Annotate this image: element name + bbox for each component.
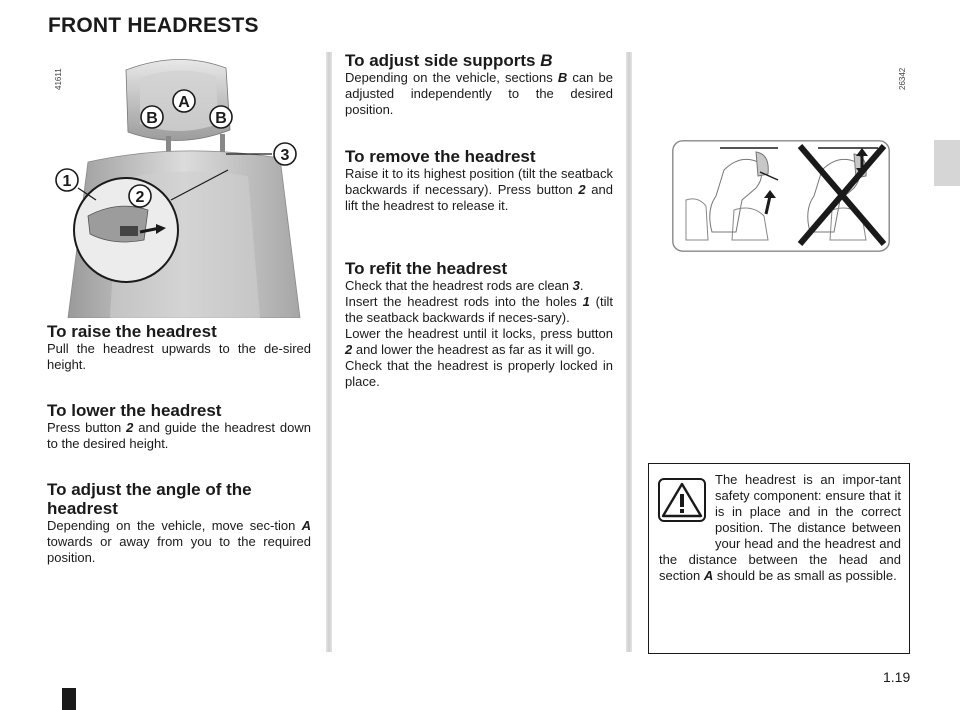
callout-b-left-label: B [146, 110, 158, 127]
callout-a [173, 90, 195, 112]
remove-headrest-heading: To remove the headrest [345, 147, 536, 166]
headrest-position-illustration [672, 140, 890, 252]
chapter-tab-marker [934, 140, 960, 186]
illustration-code-right: 26342 [898, 67, 907, 90]
callout-3-label: 3 [280, 147, 290, 164]
raise-headrest-body: Pull the headrest upwards to the de-sired height. [47, 341, 311, 372]
safety-warning-text: The headrest is an impor-tant safety component: ensure that it is in place and in the correct position. The distance between your head and the headrest and the distance between the head and section A should be as small as possible. [659, 472, 901, 583]
callout-b-right-label: B [215, 110, 227, 127]
callout-1-label: 1 [62, 173, 72, 190]
refit-headrest-line4: Check that the headrest is properly locked in place. [345, 358, 613, 389]
section-side-supports [345, 51, 613, 118]
side-supports-heading: To adjust side supports B [345, 51, 553, 70]
adjust-angle-heading: To adjust the angle of the headrest [47, 480, 252, 518]
illustration-code-left: 41611 [54, 68, 63, 90]
callout-2 [129, 185, 151, 207]
refit-headrest-line2: Insert the headrest rods into the holes 1 (tilt the seatback backwards if neces-sary). [345, 294, 613, 325]
callout-1 [56, 169, 78, 191]
callout-a-label: A [178, 94, 190, 111]
section-adjust-angle [47, 480, 311, 566]
headrest-illustration [48, 50, 312, 318]
section-lower-headrest [47, 401, 311, 452]
side-supports-body: Depending on the vehicle, sections B can be adjusted independently to the desired position. [345, 70, 613, 117]
page-number: 1.19 [883, 669, 911, 685]
refit-headrest-line3: Lower the headrest until it locks, press button 2 and lower the headrest as far as it will go. [345, 326, 613, 357]
callout-3 [274, 143, 296, 165]
column-divider-right [626, 52, 632, 652]
refit-headrest-heading: To refit the headrest [345, 259, 508, 278]
callout-b-left [141, 106, 163, 128]
callout-2-label: 2 [135, 189, 145, 206]
lower-headrest-heading: To lower the headrest [47, 401, 222, 420]
section-refit-headrest [345, 259, 613, 390]
page-title: FRONT HEADRESTS [48, 14, 259, 37]
raise-headrest-heading: To raise the headrest [47, 322, 217, 341]
section-remove-headrest [345, 147, 613, 214]
adjust-angle-body: Depending on the vehicle, move sec-tion A towards or away from you to the required position. [47, 518, 311, 565]
safety-warning-box [648, 463, 910, 654]
section-raise-headrest [47, 322, 311, 373]
column-divider-left [326, 52, 332, 652]
corner-mark [62, 688, 76, 710]
remove-headrest-body: Raise it to its highest position (tilt the seatback backwards if necessary). Press button 2 and lift the headrest to release it. [345, 166, 613, 213]
refit-headrest-line1: Check that the headrest rods are clean 3. [345, 278, 584, 293]
lower-headrest-body: Press button 2 and guide the headrest down to the desired height. [47, 420, 311, 451]
callout-b-right [210, 106, 232, 128]
